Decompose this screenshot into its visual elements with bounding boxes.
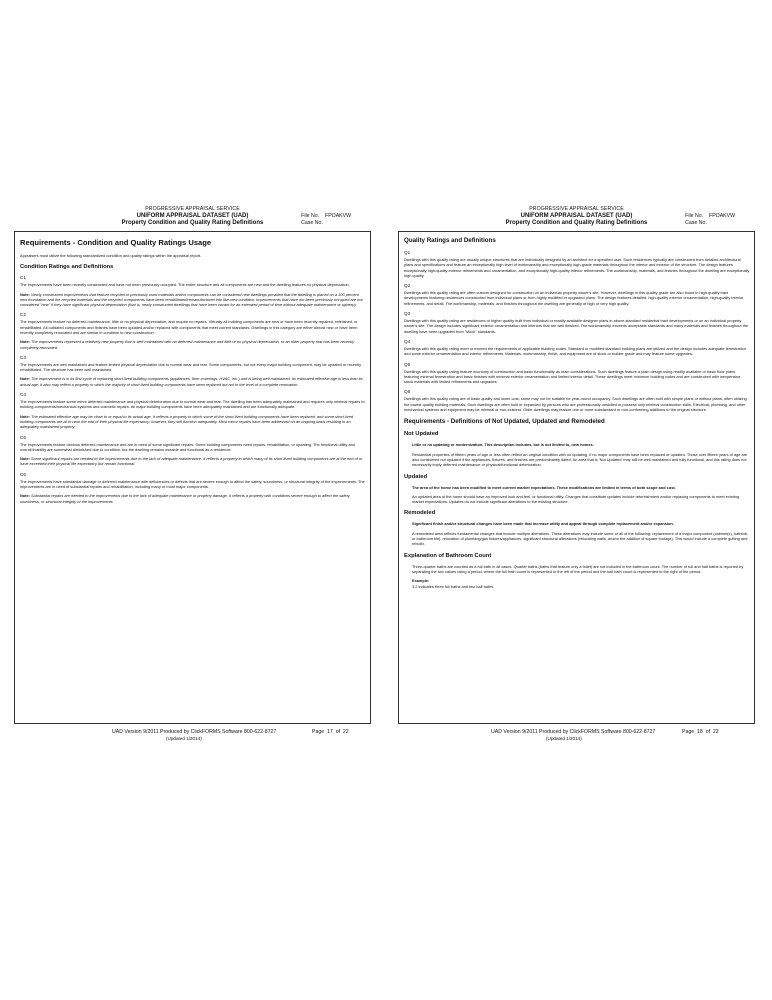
condition-rating [20, 472, 366, 504]
note-text: Substantial repairs are needed to the improvements due to the lack of adequate maintenance or property damage. It reflects a property with conditions severe enough to affect the safety, soundness, or structural integrity of the improvements. [20, 493, 351, 504]
form-title-line1: UNIFORM APPRAISAL DATASET (UAD) [520, 213, 633, 219]
file-label: File No. [301, 213, 320, 219]
remodeled-lead: Significant finish and/or structural changes have been made that increase utility and appeal through complete replacement and/or expansion. [412, 521, 674, 527]
bathroom-text: Three-quarter baths are counted as a full bath in all cases. Quarter baths (baths that feature only a toilet) are not included in the bathroom count. The number of full and half baths is reported by separating the two values using a period, where the full bath count is represented to the left of the period and the half bath count is represented to the right of the period. [412, 563, 744, 574]
service-name: PROGRESSIVE APPRAISAL SERVICE [145, 206, 240, 212]
bathroom-title: Explanation of Bathroom Count [404, 552, 492, 559]
note-label: Note: [20, 339, 30, 345]
section-title: Quality Ratings and Definitions [404, 237, 496, 244]
subsection-title: Condition Ratings and Definitions [20, 264, 114, 271]
not-updated-text: Residential properties of fifteen years of age or less often reflect an original condition with no updating, if no major components have been replaced or updated. Those over fifteen years of age are also considered not updated if the appliances, fixtures, and finishes are predominantly dated. An area that is 'Not Updated' may still be well maintained and fully functional, and this rating does not necessarily imply deferred maintenance or physical/functional deterioration. [412, 451, 748, 468]
case-label: Case No. [685, 220, 707, 226]
updated-title: Updated [404, 473, 428, 480]
rating-desc: The improvements have been recently constructed and have not been previously occupied. The entire structure and all components are new and the dwelling features no physical depreciation. [20, 282, 350, 288]
intro-text: Appraisers must utilize the following standardized condition and quality ratings within the appraisal report. [20, 253, 202, 258]
rating-desc: The improvements feature obvious deferred maintenance and are in need of some significant repairs. Some building components need repairs, rehabilitation, or updating. The functional utility and overall livability are somewhat diminished due to condition, but the dwelling remains useable and functional as a residence. [20, 441, 355, 452]
rating-code: Q5 [404, 361, 411, 367]
condition-rating [20, 275, 366, 307]
form-title-line1: UNIFORM APPRAISAL DATASET (UAD) [136, 213, 249, 219]
produced-by: UAD Version 9/2011 Produced by ClickFORMS Software 800-622-8727 [112, 729, 277, 735]
rating-code: Q6 [404, 389, 411, 395]
note-text: The estimated effective age may be close to or equal to its actual age. It reflects a property in which some of the short-lived building components have been replaced, and some short-lived building components are at or near the end of their physical life expectancy; however, they still function adequately. Most minor repairs have been addressed on an ongoing basis resulting in an adequately maintained property. [20, 413, 354, 430]
note-label: Note: [20, 376, 30, 382]
file-info [301, 213, 351, 227]
case-label: Case No. [301, 220, 323, 226]
rating-code: Q2 [404, 283, 411, 289]
page-header [14, 213, 371, 229]
updated-lead: The area of the home has been modified to meet current market expectations. These modifications are limited in terms of both scope and cost. [412, 484, 676, 490]
form-title-line2: Property Condition and Quality Rating Definitions [121, 220, 264, 226]
file-info [685, 213, 735, 227]
rating-code: C1 [20, 275, 26, 281]
section-title: Requirements - Condition and Quality Ratings Usage [20, 238, 212, 247]
rating-desc: Dwellings with this quality rating are residences of higher quality built from individual or readily available designer plans in above-standard residential tract developments or on an individual property owner's site. The design includes significant exterior ornamentation and interiors that are well finished. The workmanship exceeds acceptable standards and many materials and finishes throughout the dwelling have been upgraded from "stock" standards. [404, 318, 749, 334]
rating-desc: The improvements have substantial damage or deferred maintenance with deficiencies or defects that are severe enough to affect the safety, soundness, or structural integrity of the improvements. The improvements are in need of substantial repairs and rehabilitation, including many or most major components. [20, 478, 365, 490]
rating-code: C5 [20, 434, 26, 440]
updated-date: (Updated 1/2014) [166, 736, 202, 741]
page-total: 22 [712, 729, 719, 735]
rating-code: Q1 [404, 250, 411, 255]
requirements-title: Requirements - Definitions of Not Updated, Updated and Remodeled [404, 418, 605, 426]
rating-desc: Dwellings with this quality rating meet or exceed the requirements of applicable building codes. Standard or modified standard building plans are utilized and the design includes adequate fenestration and some exterior ornamentation and interior refinements. Materials, workmanship, finish, and equipment are of stock or builder grade and may feature some upgrades. [404, 345, 746, 357]
quality-rating [404, 283, 750, 306]
rating-desc: Dwellings with this quality rating are usually unique structures that are individually designed by an architect for a specified user. Such residences typically are constructed from detailed architectural plans and specifications and feature an exceptionally high level of workmanship and exceptionally high-grade materials throughout the interior and exterior of the structure. The design features exceptionally high-quality exterior refinements and ornamentation, and exceptionally high-quality interior refinements. The workmanship, materials, and finishes throughout the dwelling are exceptionally high quality. [404, 257, 750, 278]
rating-note [20, 414, 366, 430]
quality-rating [404, 389, 750, 412]
rating-desc: The improvements feature some minor deferred maintenance and physical deterioration due to normal wear and tear. The dwelling has been adequately maintained and requires only minimal repairs to building components/mechanical systems and cosmetic repairs. All major building components have been adequately maintained and are functionally adequate. [20, 399, 365, 410]
example-label: Example: [412, 578, 430, 584]
updated-text: An updated area of the home should have an improved look and feel, or functional utility. Changes that constitute updates include refurbishment and/or replacing components to meet existing market expectations. Updates do not include significant alterations to the existing structure. [412, 493, 739, 505]
of-word: of [705, 729, 711, 735]
page-word: Page [682, 729, 695, 735]
page-17 [14, 205, 371, 743]
page-footer [14, 725, 371, 743]
page-current: 17 [327, 729, 333, 735]
not-updated-lead: Little or no updating or modernization. This description includes, but is not limited to, new homes. [412, 442, 594, 448]
note-text: The improvements represent a relatively new property that is well maintained with no deferred maintenance and little or no physical depreciation, or an older property that has been recently completely renovated. [20, 339, 355, 350]
content-box [398, 231, 755, 724]
note-label: Note: [20, 413, 30, 419]
page-18 [398, 205, 755, 743]
page-number [682, 729, 719, 735]
remodeled-title: Remodeled [404, 510, 436, 517]
quality-rating [404, 339, 750, 357]
page-header [398, 213, 755, 229]
condition-rating [20, 312, 366, 349]
rating-code: C3 [20, 354, 26, 360]
note-label: Note: [20, 291, 30, 297]
remodeled-text: A remodeled area reflects fundamental changes that include multiple alterations. These alterations may include some or all of the following: replacement of a major component (cabinet(s), bathtub, or bathroom tile), relocation of plumbing/gas fixtures/appliances, significant structural alterations (relocating walls, and/or the addition of square footage). This would include a complete gutting and rebuild. [412, 530, 749, 547]
note-text: The improvement is in its first-cycle of replacing short-lived building components (appliances, floor coverings, HVAC, etc.) and is being well maintained. Its estimated effective age is less than its actual age. It also may reflect a property in which the majority of short-lived building components have been replaced but not to the level of a complete renovation. [20, 376, 363, 387]
rating-desc: The improvements are well maintained and feature limited physical depreciation due to normal wear and tear. Some components, but not every major building component, may be updated or recently rehabilitated. The structure has been well maintained. [20, 361, 362, 373]
note-text: Newly constructed improvements that feature recycled or previously used materials and/or components can be considered new dwellings provided that the dwelling is placed on a 100 percent new foundation and the recycled materials and the recycled components have been rehabilitated/remanufactured into like-new condition. Improvements that have not been previously occupied are not considered "new" if they have significant physical depreciation (that is, newly constructed dwellings that have been vacant for an extended period of time without adequate maintenance or upkeep). [20, 291, 363, 308]
page-footer [398, 725, 755, 743]
rating-note [20, 456, 366, 467]
file-value: FPOAKVW [325, 213, 351, 219]
rating-desc: Dwellings with this quality rating are of basic quality and lower cost; some may not be suitable for year-round occupancy. Such dwellings are often built with simple plans or without plans, often utilizing the lowest quality building materials. Such dwellings are often built or expanded by persons who are professionally unskilled or possess only minimal construction skills. Electrical, plumbing, and other mechanical systems and equipment may be minimal or non-existent. Older dwellings may feature one or more substandard or non-conforming additions to the original structure. [404, 396, 747, 413]
rating-note [20, 493, 366, 504]
page-word: Page [312, 729, 325, 735]
rating-note [20, 339, 366, 350]
quality-rating [404, 362, 750, 385]
rating-desc: The improvements feature no deferred maintenance, little or no physical depreciation, and require no repairs. Virtually all building components are new or have been recently repaired, refinished, or rehabilitated. All outdated components and finishes have been updated and/or replaced with components that meet current standards. Dwellings in this category are either almost new or have been recently completely renovated and are similar in condition to new construction. [20, 319, 358, 335]
updated-date: (Updated 1/2014) [546, 736, 582, 741]
file-value: FPOAKVW [709, 213, 735, 219]
service-name: PROGRESSIVE APPRAISAL SERVICE [529, 206, 624, 212]
rating-desc: Dwellings with this quality rating are often custom designed for construction on an individual property owner's site. However, dwellings in this quality grade are also found in high-quality tract developments featuring residences constructed from individual plans or from highly modified or upgraded plans. The design features detailed, high-quality exterior ornamentation, high-quality interior refinements, and detail. The workmanship, materials, and finishes throughout the dwelling are generally of high or very high quality. [404, 290, 744, 306]
quality-rating [404, 250, 750, 278]
note-text: Some significant repairs are needed to the improvements due to the lack of adequate maintenance. It reflects a property in which many of its short-lived building components are at the end of or have exceeded their physical life expectancy but remain functional. [20, 456, 363, 467]
note-label: Note: [20, 493, 30, 499]
condition-rating [20, 435, 366, 467]
form-title-line2: Property Condition and Quality Rating Definitions [505, 220, 648, 226]
quality-rating [404, 311, 750, 334]
note-label: Note: [20, 456, 30, 462]
not-updated-title: Not Updated [404, 431, 439, 438]
page-number [312, 729, 349, 735]
page-total: 22 [342, 729, 349, 735]
rating-desc: Dwellings with this quality rating feature economy of construction and basic functionality as main considerations. Such dwellings feature a plain design using readily available or basic floor plans featuring minimal fenestration and basic finishes with minimal exterior ornamentation and limited interior detail. These dwellings meet minimum building codes and are constructed with inexpensive, stock materials with limited refinements and upgrades. [404, 368, 742, 385]
example-text: 3.2 indicates three full baths and two half baths. [412, 583, 495, 589]
page-current: 18 [697, 729, 703, 735]
condition-rating [20, 392, 366, 429]
rating-code: Q3 [404, 311, 411, 317]
condition-rating [20, 355, 366, 387]
rating-code: C2 [20, 312, 26, 318]
content-box [14, 231, 371, 724]
rating-code: C6 [20, 471, 26, 477]
file-label: File No. [685, 213, 704, 219]
rating-note [20, 292, 366, 308]
rating-code: C4 [20, 392, 26, 398]
produced-by: UAD Version 9/2011 Produced by ClickFORMS Software 800-622-8727 [491, 729, 656, 735]
rating-note [20, 376, 366, 387]
of-word: of [335, 729, 341, 735]
rating-code: Q4 [404, 338, 411, 344]
